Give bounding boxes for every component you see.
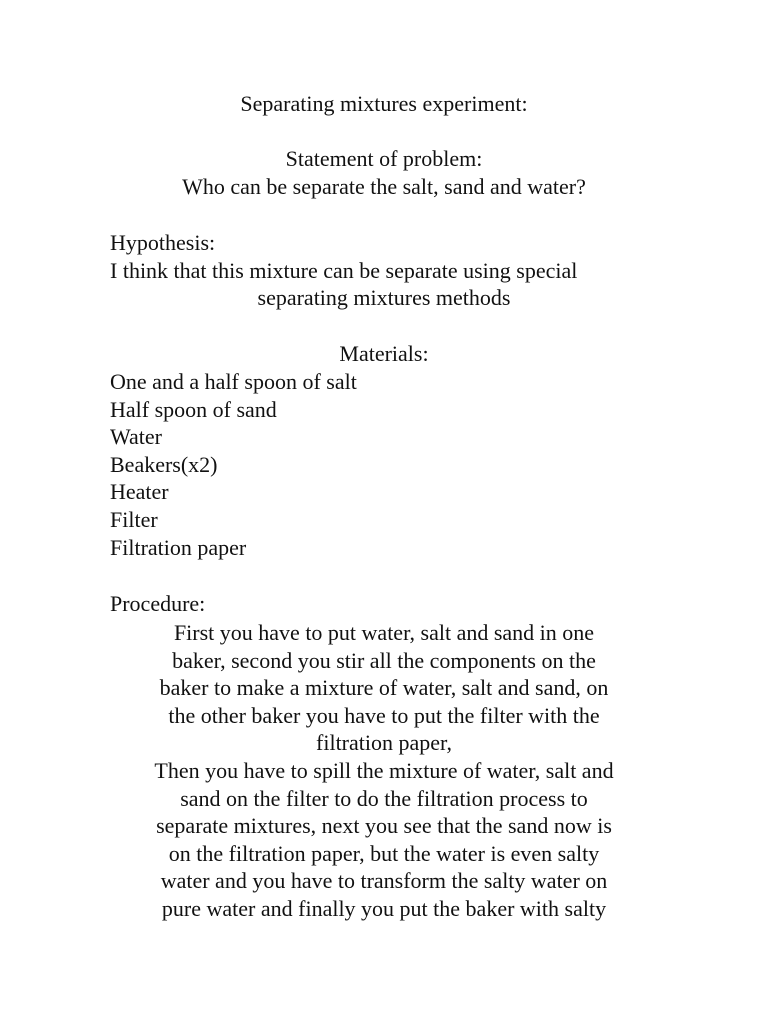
procedure-line: water and you have to transform the salty water on (160, 868, 608, 894)
list-item: Water (110, 424, 162, 450)
list-item: Beakers(x2) (110, 451, 218, 477)
procedure-text (100, 619, 668, 923)
hypothesis-heading: Hypothesis: (110, 230, 216, 255)
list-item: Heater (110, 479, 169, 505)
procedure-heading: Procedure: (110, 591, 206, 616)
procedure-line: pure water and finally you put the baker with salty (161, 895, 607, 921)
problem-text: Who can be separate the salt, sand and water? (182, 173, 586, 199)
list-item: One and a half spoon of salt (110, 369, 357, 394)
materials-heading: Materials: (339, 341, 429, 366)
procedure-line: First you have to put water, salt and sand in one (173, 620, 595, 645)
materials-heading-section (110, 340, 658, 368)
problem-section (110, 145, 658, 200)
list-item: Filtration paper (110, 534, 247, 560)
procedure-line: the other baker you have to put the filter with the (168, 702, 600, 728)
procedure-line: baker to make a mixture of water, salt and sand, on (159, 675, 609, 701)
procedure-line: Then you have to spill the mixture of water, salt and (154, 757, 614, 783)
hypothesis-line: I think that this mixture can be separate using special (110, 257, 578, 283)
procedure-line: on the filtration paper, but the water is even salty (168, 840, 600, 866)
procedure-line: baker, second you stir all the components on the (172, 647, 596, 673)
procedure-heading-section (110, 590, 658, 618)
procedure-line: sand on the filter to do the filtration process to (180, 785, 588, 811)
document-title: Separating mixtures experiment: (240, 91, 528, 116)
hypothesis-line: separating mixtures methods (257, 285, 511, 311)
procedure-line: separate mixtures, next you see that the sand now is (156, 813, 612, 839)
materials-list (110, 368, 658, 561)
list-item: Half spoon of sand (110, 396, 277, 422)
list-item: Filter (110, 506, 158, 532)
problem-heading: Statement of problem: (285, 146, 483, 171)
procedure-line: filtration paper, (316, 730, 452, 756)
title-section (110, 90, 658, 118)
hypothesis-section (110, 229, 658, 312)
